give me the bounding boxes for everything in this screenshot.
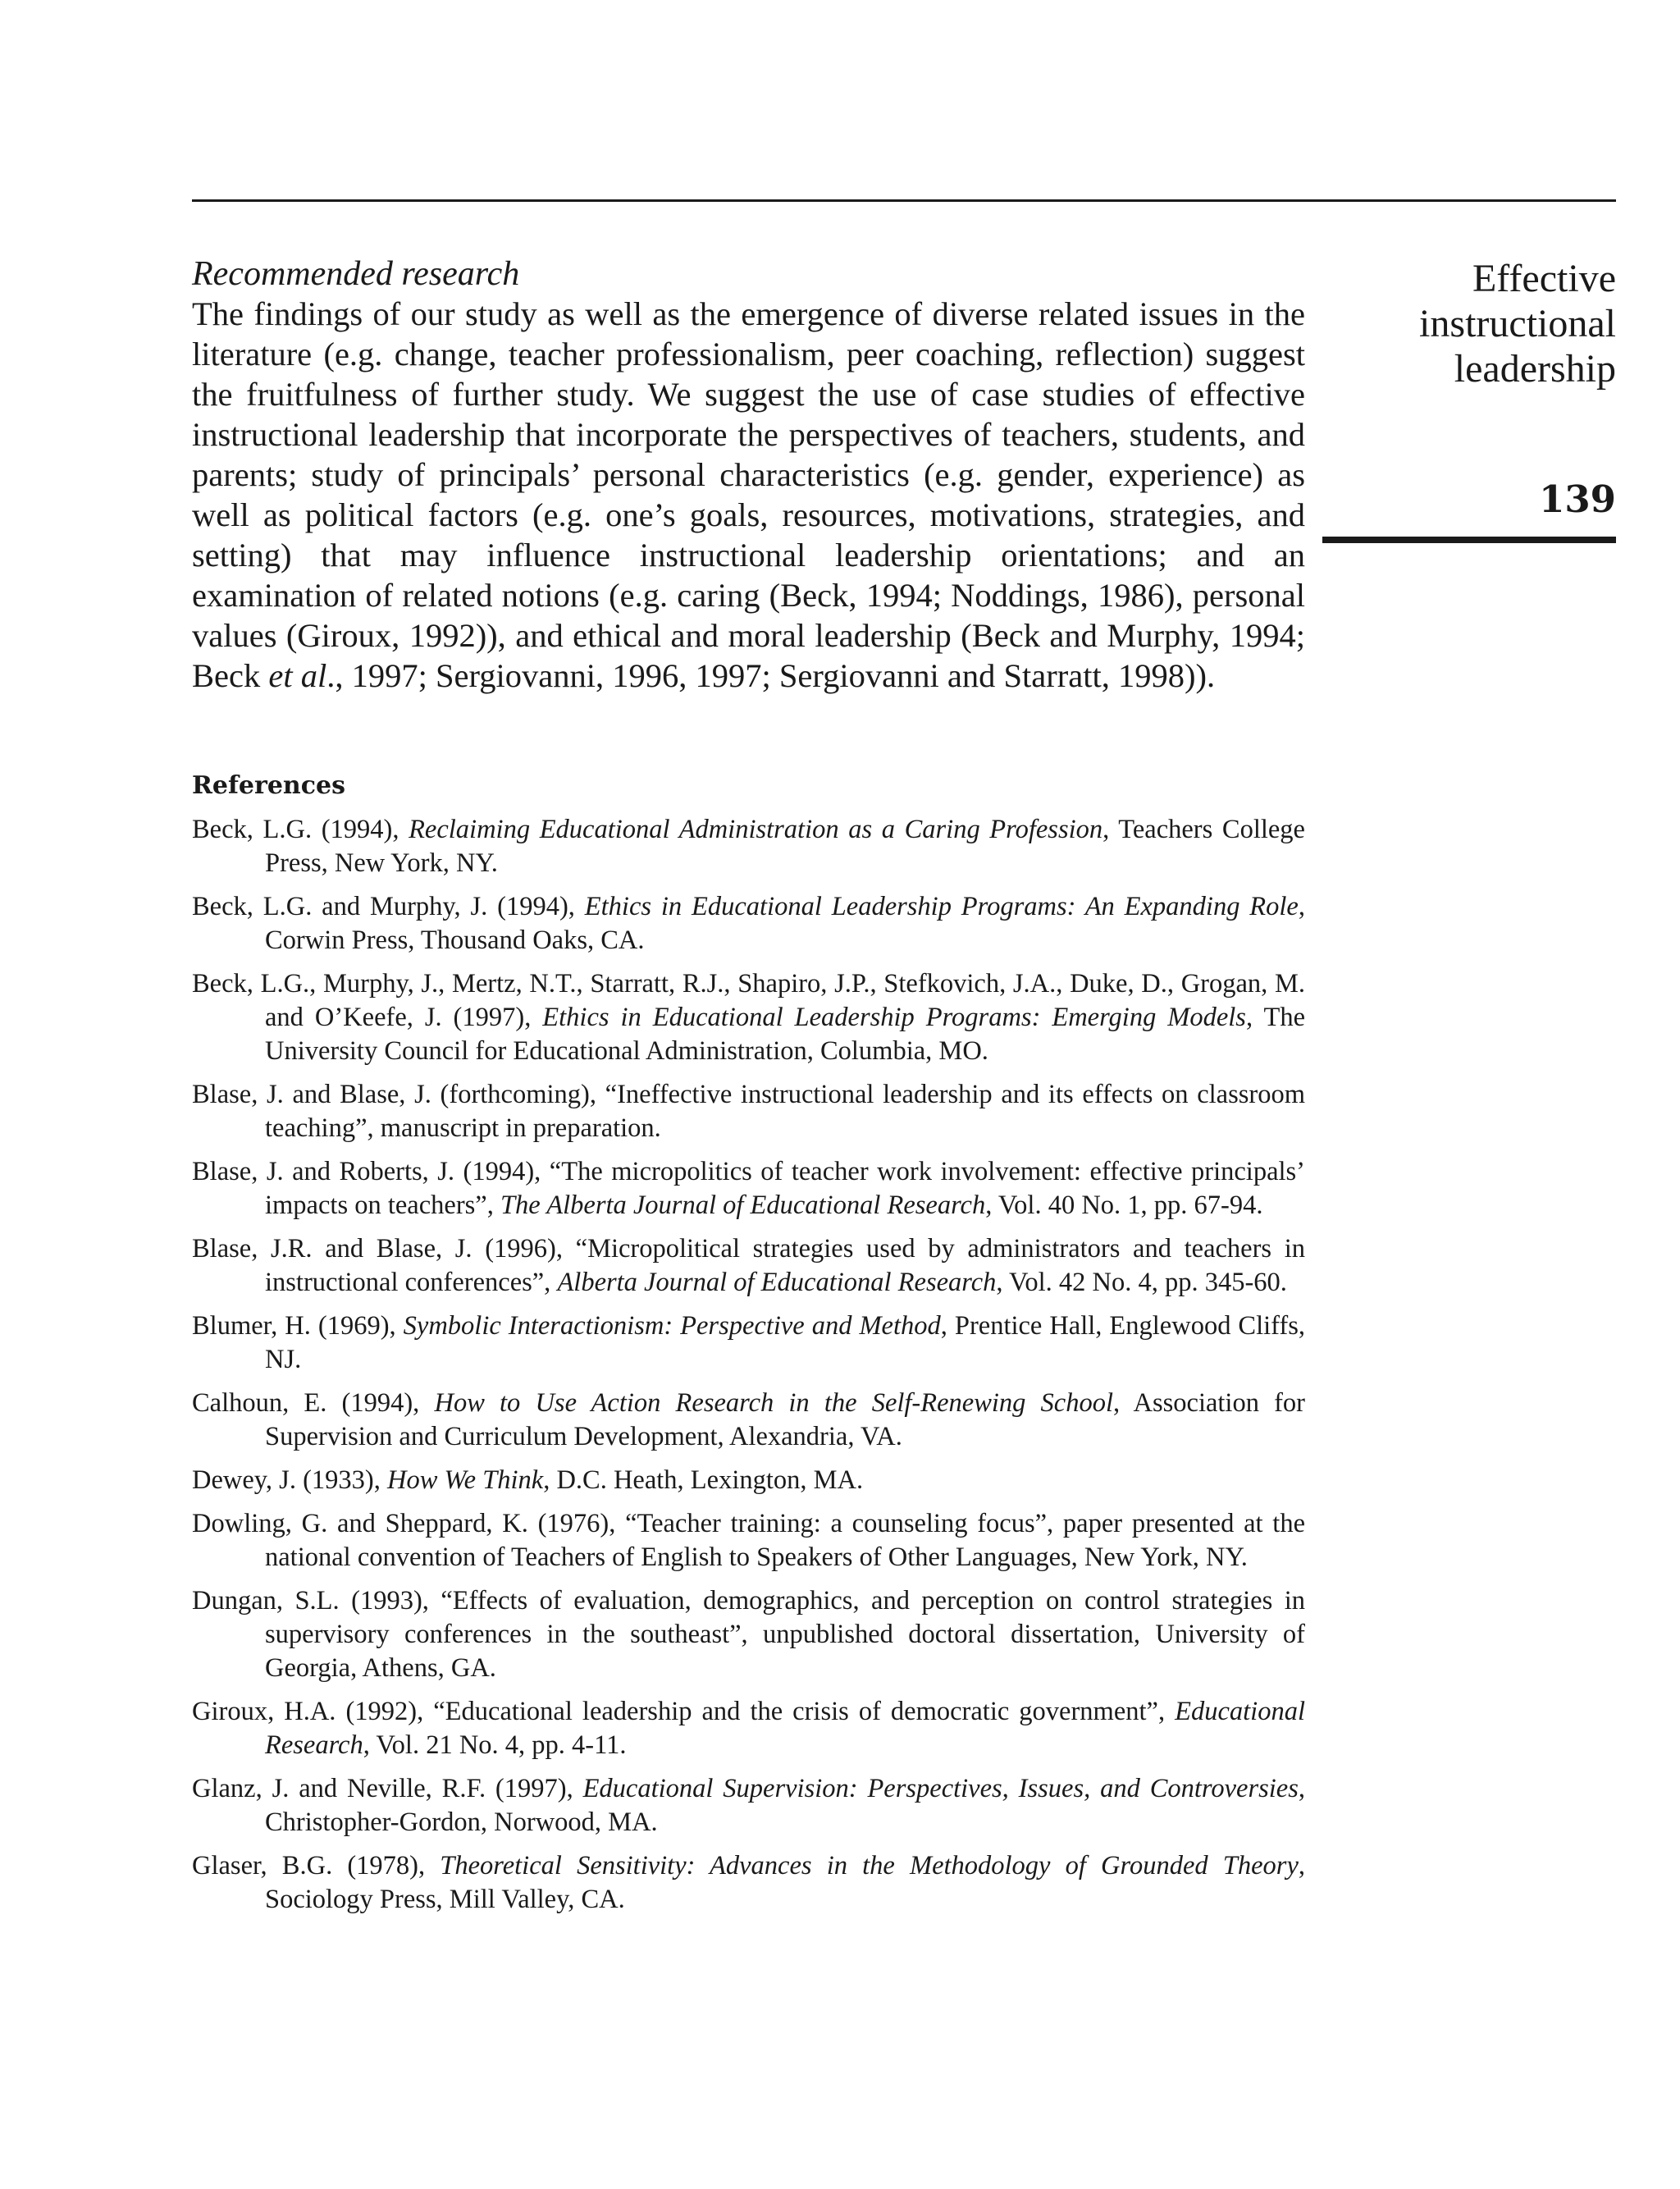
text-run: , D.C. Heath, Lexington, MA. (543, 1465, 864, 1495)
reference-entry (192, 890, 1305, 957)
text-run: Glanz, J. and Neville, R.F. (1997), (192, 1774, 583, 1803)
text-run: , The University Council for Educational Administration, Columbia, MO. (265, 1003, 1305, 1066)
text-run: , Association for Supervision and Curriculum Development, Alexandria, VA. (265, 1388, 1305, 1451)
italic-text: et al (268, 657, 327, 694)
text-run: Beck, L.G., Murphy, J., Mertz, N.T., Starratt, R.J., Shapiro, J.P., Stefkovich, J.A., Duke, D., Grogan, M. and O’Keefe, J. (1997), (192, 969, 1305, 1032)
reference-entry (192, 1464, 1305, 1497)
reference-entry (192, 1849, 1305, 1917)
italic-text: Ethics in Educational Leadership Programs: An Expanding Role (584, 892, 1299, 921)
reference-entry (192, 1695, 1305, 1762)
reference-entry (192, 1155, 1305, 1222)
text-run: Dungan, S.L. (1993), “Effects of evaluation, demographics, and perception on control strategies in supervisory conferences in the southeast”, unpublished doctoral dissertation, University of Georgia, Athens, GA. (192, 1586, 1305, 1683)
running-head-line: leadership (1454, 347, 1616, 391)
text-run: Blase, J. and Blase, J. (forthcoming), “Ineffective instructional leadership and its effects on classroom teaching”, manuscript in preparation. (192, 1080, 1305, 1143)
text-run: Dowling, G. and Sheppard, K. (1976), “Teacher training: a counseling focus”, paper presented at the national convention of Teachers of English to Speakers of Other Languages, New York, NY. (192, 1509, 1305, 1572)
italic-text: Ethics in Educational Leadership Programs: Emerging Models (542, 1003, 1246, 1032)
text-run: The findings of our study as well as the emergence of diverse related issues in the literature (e.g. change, teacher professionalism, peer coaching, reflection) suggest the fruitfulness of further study. We suggest the use of case studies of effective instructional leadership that incorporate the perspectives of teachers, students, and parents; study of principals’ personal characteristics (e.g. gender, experience) as well as political factors (e.g. one’s goals, resources, motivations, strategies, and setting) that may influence instructional leadership orientations; and an examination of related notions (e.g. caring (Beck, 1994; Noddings, 1986), personal values (Giroux, 1992)), and ethical and moral leadership (Beck and Murphy, 1994; Beck (192, 295, 1305, 694)
text-run: Blumer, H. (1969), (192, 1311, 404, 1341)
italic-text: How to Use Action Research in the Self-Renewing School (434, 1388, 1114, 1418)
text-run: Dewey, J. (1933), (192, 1465, 387, 1495)
reference-entry (192, 1309, 1305, 1377)
running-head-line: Effective (1472, 257, 1616, 300)
reference-entry (192, 1772, 1305, 1839)
references-list (192, 813, 1305, 1917)
italic-text: Reclaiming Educational Administration as a Caring Profession (409, 815, 1103, 844)
italic-text: Educational Research (265, 1697, 1305, 1760)
italic-text: How We Think (386, 1465, 544, 1495)
running-head-line: instructional (1419, 302, 1616, 345)
italic-text: The Alberta Journal of Educational Research (500, 1190, 986, 1220)
text-run: , Vol. 40 No. 1, pp. 67-94. (985, 1190, 1263, 1220)
reference-entry (192, 967, 1305, 1068)
reference-entry (192, 1232, 1305, 1300)
text-run: , Prentice Hall, Englewood Cliffs, NJ. (265, 1311, 1305, 1374)
reference-entry (192, 1387, 1305, 1454)
text-run: , Sociology Press, Mill Valley, CA. (265, 1851, 1306, 1914)
reference-entry (192, 1507, 1305, 1574)
text-run: , Christopher-Gordon, Norwood, MA. (265, 1774, 1305, 1837)
text-run: Beck, L.G. and Murphy, J. (1994), (192, 892, 585, 921)
italic-text: Theoretical Sensitivity: Advances in the Methodology of Grounded Theory (440, 1851, 1299, 1881)
text-run: Calhoun, E. (1994), (192, 1388, 435, 1418)
reference-entry (192, 1584, 1305, 1685)
section-paragraph (192, 294, 1305, 696)
references-heading: References (192, 771, 345, 800)
recommended-research-section (192, 254, 1305, 696)
page-number: 139 (1539, 478, 1616, 521)
text-run: , Vol. 21 No. 4, pp. 4-11. (363, 1730, 627, 1760)
text-run: ., 1997; Sergiovanni, 1996, 1997; Sergiovanni and Starratt, 1998)). (326, 657, 1216, 694)
text-run: Glaser, B.G. (1978), (192, 1851, 441, 1881)
reference-entry (192, 1078, 1305, 1145)
italic-text: Educational Supervision: Perspectives, Issues, and Controversies (582, 1774, 1299, 1803)
section-heading: Recommended research (192, 255, 520, 293)
page-number-rule (1322, 537, 1616, 543)
running-head-title (1271, 256, 1616, 391)
italic-text: Alberta Journal of Educational Research (557, 1268, 997, 1297)
text-run: , Teachers College Press, New York, NY. (265, 815, 1305, 878)
text-run: , Vol. 42 No. 4, pp. 345-60. (996, 1268, 1287, 1297)
text-run: Beck, L.G. (1994), (192, 815, 409, 844)
references-section (192, 770, 1305, 1926)
text-run: , Corwin Press, Thousand Oaks, CA. (265, 892, 1305, 955)
top-rule (192, 199, 1616, 202)
text-run: Blase, J. and Roberts, J. (1994), “The micropolitics of teacher work involvement: effective principals’ impacts on teachers”, (192, 1157, 1305, 1220)
reference-entry (192, 813, 1305, 880)
text-run: Blase, J.R. and Blase, J. (1996), “Micropolitical strategies used by administrators and teachers in instructional conferences”, (192, 1234, 1305, 1297)
italic-text: Symbolic Interactionism: Perspective and Method (403, 1311, 941, 1341)
text-run: Giroux, H.A. (1992), “Educational leadership and the crisis of democratic government”, (192, 1697, 1176, 1726)
